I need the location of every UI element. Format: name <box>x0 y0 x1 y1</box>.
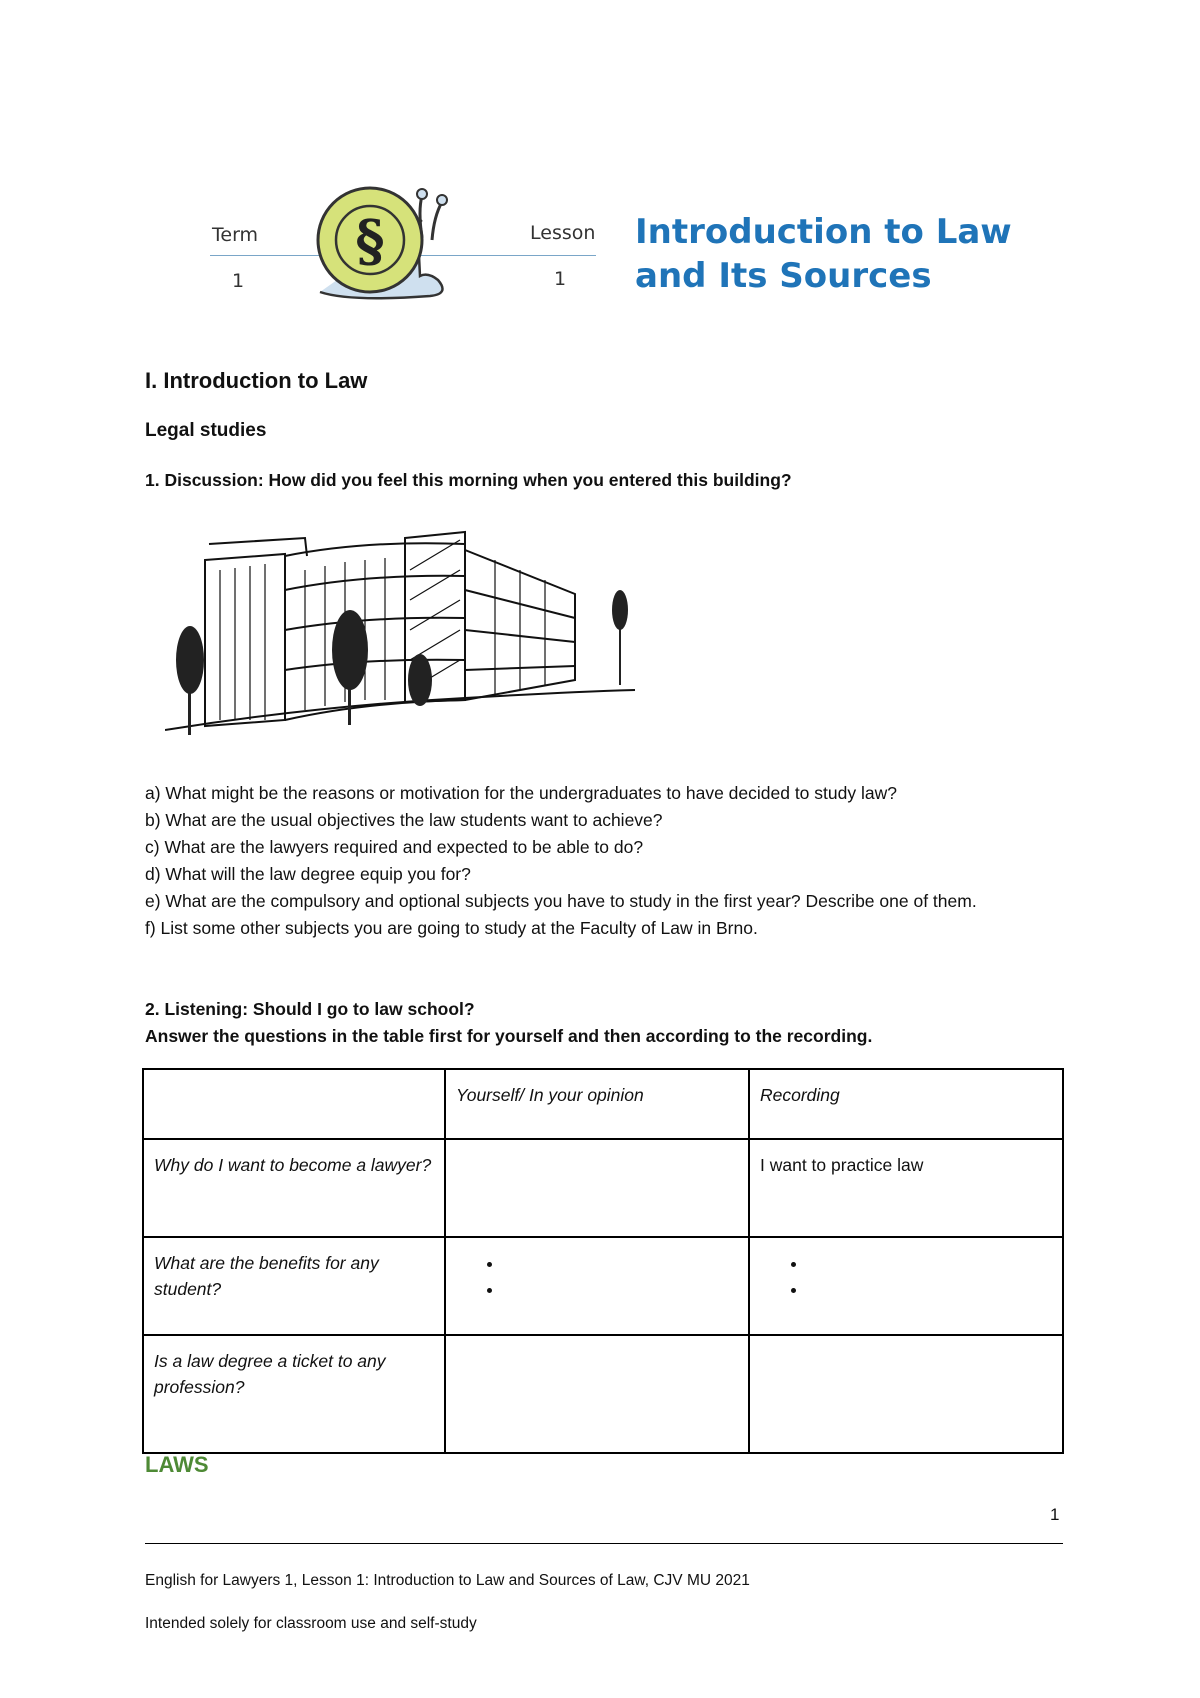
table-recording-cell[interactable] <box>749 1335 1063 1453</box>
lesson-title-line2: and Its Sources <box>635 256 932 296</box>
footer-course-line: English for Lawyers 1, Lesson 1: Introduction to Law and Sources of Law, CJV MU 2021 <box>145 1572 750 1589</box>
list-item: c) What are the lawyers required and expected to be able to do? <box>145 837 644 857</box>
table-question-cell: Why do I want to become a lawyer? <box>143 1139 445 1237</box>
bullet-item <box>808 1250 1052 1276</box>
table-answer-cell[interactable] <box>445 1237 749 1335</box>
laws-heading: LAWS <box>145 1452 209 1477</box>
lesson-banner <box>160 150 1060 365</box>
bullet-list <box>456 1250 738 1302</box>
snail-paragraph-icon <box>310 180 460 310</box>
bullet-list <box>760 1250 1052 1302</box>
listening-section <box>145 996 872 1050</box>
table-recording-cell[interactable] <box>749 1237 1063 1335</box>
table-row <box>143 1237 1063 1335</box>
svg-text:§: § <box>355 208 385 274</box>
table-header-cell <box>143 1069 445 1139</box>
bullet-item <box>504 1276 738 1302</box>
discussion-questions-list <box>145 780 1070 942</box>
list-item: f) List some other subjects you are going to study at the Faculty of Law in Brno. <box>145 918 758 938</box>
lesson-title <box>635 210 1012 298</box>
list-item: e) What are the compulsory and optional subjects you have to study in the first year? Describe one of them. <box>145 891 977 911</box>
page-number: 1 <box>1050 1505 1060 1524</box>
table-question-cell: Is a law degree a ticket to any profession? <box>143 1335 445 1453</box>
table-header-cell: Yourself/ In your opinion <box>445 1069 749 1139</box>
bullet-item <box>808 1276 1052 1302</box>
listening-instruction: Answer the questions in the table first for yourself and then according to the recording. <box>145 1026 873 1046</box>
list-item: d) What will the law degree equip you for? <box>145 864 471 884</box>
section-heading: I. Introduction to Law <box>145 368 368 393</box>
list-item: a) What might be the reasons or motivation for the undergraduates to have decided to study law? <box>145 783 897 803</box>
building-sketch-icon <box>165 530 665 760</box>
footer-divider <box>145 1543 1063 1544</box>
table-header-cell: Recording <box>749 1069 1063 1139</box>
table-header-row <box>143 1069 1063 1139</box>
table-row <box>143 1139 1063 1237</box>
table-recording-cell[interactable]: I want to practice law <box>749 1139 1063 1237</box>
table-question-cell: What are the benefits for any student? <box>143 1237 445 1335</box>
subheading: Legal studies <box>145 420 267 441</box>
lesson-value: 1 <box>554 268 567 290</box>
listening-title: 2. Listening: Should I go to law school? <box>145 999 475 1019</box>
table-row <box>143 1335 1063 1453</box>
bullet-item <box>504 1250 738 1276</box>
footer-usage-line: Intended solely for classroom use and self-study <box>145 1615 477 1632</box>
term-label: Term <box>212 224 259 246</box>
table-answer-cell[interactable] <box>445 1335 749 1453</box>
discussion-question: 1. Discussion: How did you feel this morning when you entered this building? <box>145 470 792 490</box>
table-answer-cell[interactable] <box>445 1139 749 1237</box>
lesson-label: Lesson <box>530 222 596 244</box>
listening-table <box>142 1068 1064 1454</box>
list-item: b) What are the usual objectives the law students want to achieve? <box>145 810 663 830</box>
lesson-title-line1: Introduction to Law <box>635 212 1012 252</box>
term-value: 1 <box>232 270 245 292</box>
